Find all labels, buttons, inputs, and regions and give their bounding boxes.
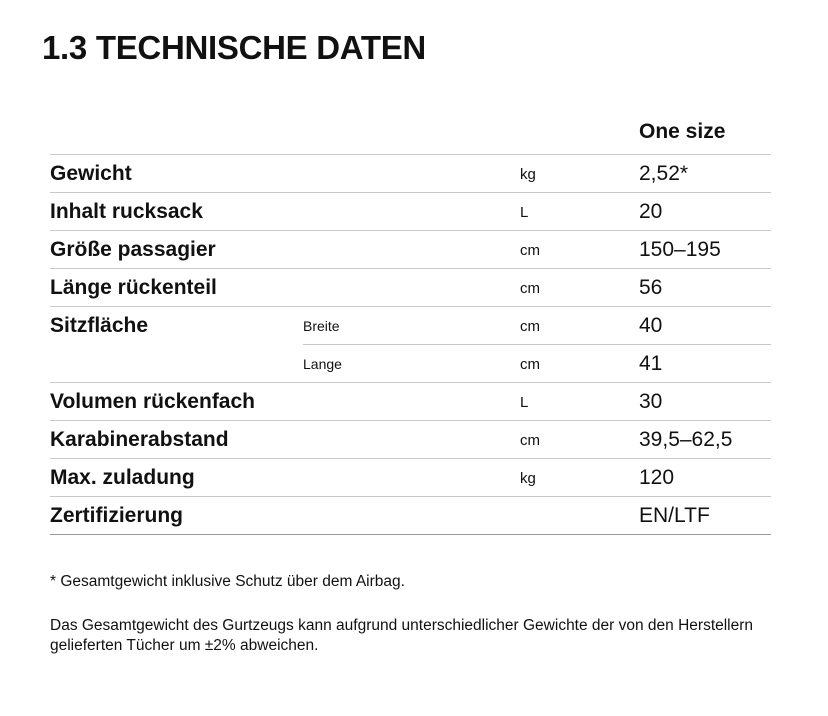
table-row: [50, 421, 771, 459]
row-value: 150–195: [639, 238, 721, 261]
table-row: [50, 345, 771, 383]
row-unit: kg: [520, 166, 536, 183]
table-header-row: [50, 112, 771, 155]
table-row: [50, 497, 771, 535]
row-value: 56: [639, 276, 663, 299]
row-label: Sitzfläche: [50, 314, 149, 337]
row-unit: kg: [520, 470, 536, 487]
row-label: Zertifizierung: [50, 504, 184, 527]
row-value: 40: [639, 314, 663, 337]
row-value: 30: [639, 390, 663, 413]
row-value: 20: [639, 200, 663, 223]
row-label: Gewicht: [50, 162, 132, 185]
row-label: Inhalt rucksack: [50, 200, 203, 223]
row-unit: L: [520, 204, 529, 221]
footnote: * Gesamtgewicht inklusive Schutz über dem Airbag.: [50, 573, 405, 590]
row-label: Volumen rückenfach: [50, 390, 255, 413]
weight-note: Das Gesamtgewicht des Gurtzeugs kann aufgrund unterschiedlicher Gewichte der von den Herstellern gelieferten Tücher um ±2% abweichen.: [50, 617, 754, 654]
column-header-one-size: One size: [639, 120, 726, 143]
row-unit: cm: [520, 242, 540, 259]
row-label: Größe passagier: [50, 238, 216, 261]
table-row: [50, 231, 771, 269]
table-row: [50, 307, 771, 345]
row-label: Länge rückenteil: [50, 276, 217, 299]
row-value: 2,52*: [639, 162, 689, 185]
table-row: [50, 193, 771, 231]
row-unit: cm: [520, 432, 540, 449]
table-row: [50, 383, 771, 421]
table-row: [50, 269, 771, 307]
row-sublabel: Lange: [303, 356, 342, 372]
table-row: [50, 459, 771, 497]
row-label: Karabinerabstand: [50, 428, 229, 451]
row-sublabel: Breite: [303, 318, 340, 334]
row-unit: cm: [520, 280, 540, 297]
row-value: 41: [639, 352, 663, 375]
specs-table: [50, 112, 771, 535]
row-unit: L: [520, 394, 529, 411]
row-unit: cm: [520, 356, 540, 373]
row-value: 39,5–62,5: [639, 428, 733, 451]
row-value: EN/LTF: [639, 504, 710, 527]
page-title: 1.3 TECHNISCHE DATEN: [42, 29, 426, 66]
row-value: 120: [639, 466, 675, 489]
row-label: Max. zuladung: [50, 466, 195, 489]
row-unit: cm: [520, 318, 540, 335]
table-row: [50, 155, 771, 193]
